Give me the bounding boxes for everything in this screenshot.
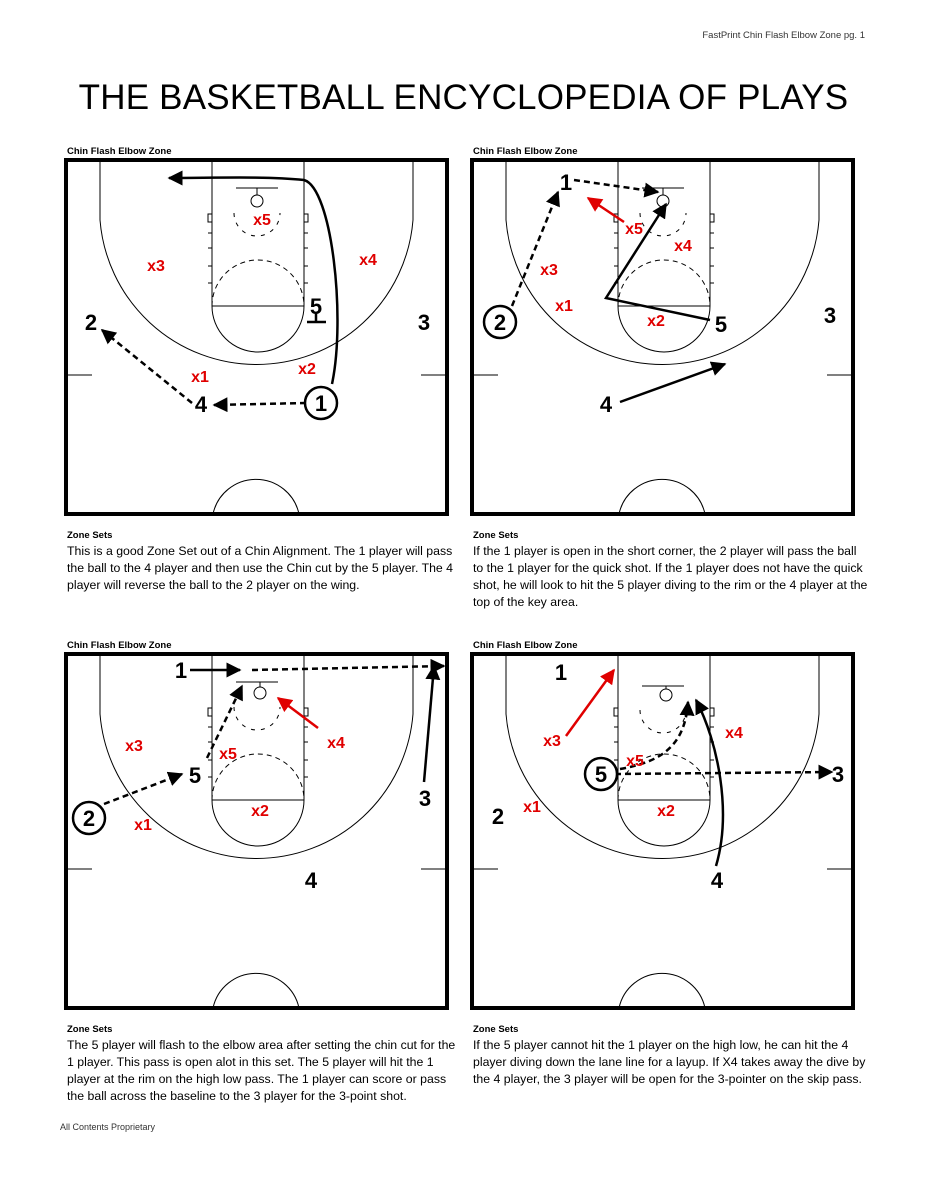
diagram-3-court [64,652,449,1012]
diagram-3-defender-x5: x5 [219,746,237,763]
page-title: THE BASKETBALL ENCYCLOPEDIA OF PLAYS [78,78,849,117]
diagram-3-player-1: 1 [174,658,188,683]
diagram-4-defender-x1: x1 [523,799,541,816]
diagram-3-section: Zone Sets [67,1024,113,1035]
diagram-1-svg [64,158,449,518]
diagram-1-player-5: 5 [309,294,323,319]
diagram-3-defender-x1: x1 [134,817,152,834]
diagram-4-player-4: 4 [710,868,724,893]
diagram-4-player-1: 1 [554,660,568,685]
diagram-4-defender-x5: x5 [626,753,644,770]
diagram-3-defender-x2: x2 [251,803,269,820]
diagram-4-section: Zone Sets [473,1024,519,1035]
diagram-2-player-2: 2 [493,310,507,335]
diagram-1-court [64,158,449,518]
diagram-2-player-5: 5 [714,312,728,337]
diagram-1-defender-x4: x4 [359,252,377,269]
diagram-3-player-2: 2 [82,806,96,831]
diagram-2-description: If the 1 player is open in the short corner, the 2 player will pass the ball to the 1 player for the quick shot. If the 1 player does not have the quick shot, he will look to hit the 5 player diving to the rim or the 4 player at the top of the key area. [473,544,868,609]
diagram-3-defender-x4: x4 [327,735,345,752]
diagram-4-defender-x2: x2 [657,803,675,820]
diagram-3-svg [64,652,449,1012]
diagram-2-defender-x3: x3 [540,262,558,279]
diagram-4-label: Chin Flash Elbow Zone [473,640,578,651]
diagram-1-player-4: 4 [194,392,208,417]
page-header: FastPrint Chin Flash Elbow Zone pg. 1 [702,30,865,41]
diagram-4-player-2: 2 [491,804,505,829]
diagram-1-defender-x3: x3 [147,258,165,275]
diagram-2-section: Zone Sets [473,530,519,541]
diagram-2-player-3: 3 [823,303,837,328]
diagram-3-player-4: 4 [304,868,318,893]
diagram-4-player-3: 3 [831,762,845,787]
diagram-1-player-3: 3 [417,310,431,335]
diagram-2-court [470,158,855,518]
diagram-2-player-1: 1 [559,170,573,195]
diagram-2-defender-x5: x5 [625,221,643,238]
diagram-3-player-3: 3 [418,786,432,811]
diagram-2-svg [470,158,855,518]
diagram-1-defender-x5: x5 [253,212,271,229]
diagram-2-player-4: 4 [599,392,613,417]
diagram-2-defender-x1: x1 [555,298,573,315]
diagram-3-description: The 5 player will flash to the elbow area after setting the chin cut for the 1 player. This pass is open alot in this set. The 5 player will hit the 1 player at the rim on the high low pass. The 1 player can score or pass the ball across the baseline to the 3 player for the 3-point shot. [67,1038,456,1103]
diagram-1-defender-x1: x1 [191,369,209,386]
diagram-4-svg [470,652,855,1012]
diagram-3-defender-x3: x3 [125,738,143,755]
diagram-2-defender-x4: x4 [674,238,692,255]
diagram-4-defender-x3: x3 [543,733,561,750]
diagram-3-player-5: 5 [188,763,202,788]
diagram-1-player-1: 1 [314,391,328,416]
diagram-4-player-5: 5 [594,762,608,787]
diagram-4-defender-x4: x4 [725,725,743,742]
diagram-2-label: Chin Flash Elbow Zone [473,146,578,157]
page-footer: All Contents Proprietary [60,1122,156,1132]
diagram-1-label: Chin Flash Elbow Zone [67,146,172,157]
diagram-1-section: Zone Sets [67,530,113,541]
diagram-4-description: If the 5 player cannot hit the 1 player on the high low, he can hit the 4 player diving down the lane line for a layup. If X4 takes away the dive by the 4 player, the 3 player will be open for the 3-pointer on the skip pass. [473,1038,866,1086]
diagram-4-court [470,652,855,1012]
diagram-1-player-2: 2 [84,310,98,335]
diagram-2-defender-x2: x2 [647,313,665,330]
diagram-1-description: This is a good Zone Set out of a Chin Alignment. The 1 player will pass the ball to the 4 player and then use the Chin cut by the 5 player. The 4 player will reverse the ball to the 2 player on the wing. [67,544,454,592]
diagram-1-defender-x2: x2 [298,361,316,378]
diagram-3-label: Chin Flash Elbow Zone [67,640,172,651]
